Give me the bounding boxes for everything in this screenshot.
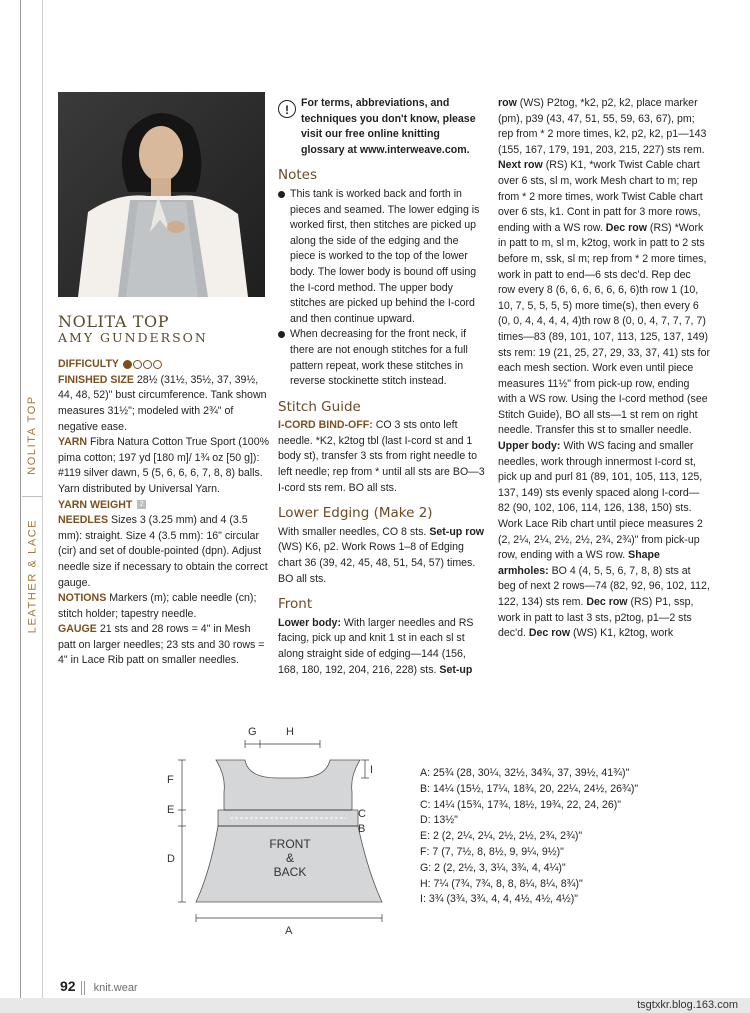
difficulty-label: DIFFICULTY bbox=[58, 358, 120, 371]
yarn-weight-label: YARN WEIGHT bbox=[58, 498, 133, 511]
stitch-guide-heading: Stitch Guide bbox=[278, 398, 361, 415]
difficulty-dot-icon bbox=[133, 360, 142, 369]
measurement-item: D: 13½" bbox=[420, 814, 458, 827]
piece-label: FRONT bbox=[269, 837, 311, 851]
instructions-column-1 bbox=[278, 96, 486, 678]
note-item bbox=[278, 187, 486, 327]
measurement-list bbox=[420, 766, 638, 908]
measurement-item: E: 2 (2, 2¼, 2¼, 2½, 2½, 2¾, 2¾)" bbox=[420, 830, 583, 843]
measurement-item: F: 7 (7, 7½, 8, 8½, 9, 9¼, 9½)" bbox=[420, 845, 564, 858]
dec-row-label: Dec row bbox=[605, 221, 647, 234]
watermark-bar bbox=[0, 998, 750, 1013]
page-footer bbox=[60, 978, 138, 995]
front-lower-body bbox=[278, 616, 486, 678]
sidebar-section-label: NOLITA TOP bbox=[26, 395, 39, 475]
difficulty-dot-icon bbox=[143, 360, 152, 369]
front-text: (RS) P1, ssp, work in patt to last 3 sts, p2tog, p1—2 sts dec'd. bbox=[498, 596, 694, 640]
lower-body-label: Lower body: bbox=[278, 616, 341, 629]
row-label: row bbox=[498, 97, 517, 109]
notions-text: Markers (m); cable needle (cn); stitch holder; tapestry needle. bbox=[58, 592, 257, 620]
sidebar-section-tab bbox=[22, 380, 42, 490]
icord-bindoff bbox=[278, 418, 486, 496]
difficulty-row bbox=[58, 357, 270, 373]
setup-label: Set-up bbox=[439, 663, 473, 676]
front-text: BO 4 (4, 5, 5, 6, 7, 8, 8) sts at beg of next 2 rows—74 (82, 92, 96, 102, 112, 122, 134) sts rem. bbox=[498, 564, 710, 608]
gauge-label: GAUGE bbox=[58, 623, 97, 636]
measurement-item: C: 14¼ (15¾, 17¾, 18½, 19¾, 22, 24, 26)" bbox=[420, 798, 622, 811]
icord-text: CO 3 sts onto left needle. *K2, k2tog tbl (last I-cord st and 1 body st), transfer 3 sts from right needle to left needle; rep from * until all sts are BO—3 I-cord sts rem. BO all sts. bbox=[278, 419, 485, 494]
lower-edging-text: With smaller needles, CO 8 sts. bbox=[278, 525, 430, 538]
notions bbox=[58, 591, 270, 622]
label-d: D bbox=[167, 853, 175, 865]
measurement-item: H: 7¼ (7¾, 7¾, 8, 8, 8¼, 8¼, 8¾)" bbox=[420, 877, 583, 890]
front-text: (WS) P2tog, *k2, p2, k2, place marker (pm), p39 (43, 47, 51, 55, 59, 63, 67), pm; rep from * 2 more times, k2, p2, k2, p1—143 (155, 167, 179, 191, 203, 215, 227) sts rem. bbox=[498, 97, 707, 156]
front-text: (WS) K1, k2tog, work bbox=[570, 627, 674, 640]
piece-label: & bbox=[285, 851, 295, 865]
note-item bbox=[278, 327, 486, 389]
difficulty-dot-icon bbox=[123, 360, 132, 369]
label-f: F bbox=[167, 774, 174, 786]
lower-edging-text: (WS) K6, p2. Work Rows 1–8 of Edging chart 36 (39, 42, 45, 48, 51, 54, 57) times. BO all sts. bbox=[278, 541, 476, 585]
page-edge bbox=[20, 0, 21, 1013]
label-e: E bbox=[167, 804, 175, 816]
measurement-item: I: 3¾ (3¾, 3¾, 4, 4, 4½, 4½, 4½)" bbox=[420, 893, 579, 906]
label-b: B bbox=[358, 823, 366, 835]
bullet-icon bbox=[278, 331, 285, 338]
yarn-weight-icon: 2 bbox=[137, 500, 146, 509]
instructions-column-2 bbox=[498, 96, 710, 642]
setup-row-label: Set-up row bbox=[429, 525, 485, 538]
sidebar-category-label: LEATHER & LACE bbox=[26, 518, 39, 634]
yarn-weight bbox=[58, 498, 270, 514]
front-continued bbox=[498, 96, 710, 642]
lower-edging bbox=[278, 525, 486, 587]
measurement-item: G: 2 (2, 2½, 3, 3¼, 3¾, 4, 4¼)" bbox=[420, 861, 566, 874]
front-text: (RS) K1, *work Twist Cable chart over 6 sts, sl m, work Mesh chart to m; rep from * 2 more times, work Twist Cable chart over 6 sts, k1. Cont in patt for 3 more rows, ending with a WS row. bbox=[498, 159, 703, 234]
lower-edging-heading: Lower Edging (Make 2) bbox=[278, 505, 433, 522]
difficulty-dot-icon bbox=[153, 360, 162, 369]
label-c: C bbox=[358, 808, 366, 820]
dec-row-label: Dec row bbox=[586, 596, 628, 608]
measurement-item: A: 25¾ (28, 30¼, 32½, 34¾, 37, 39½, 41¾)" bbox=[420, 767, 630, 779]
glossary-notice bbox=[278, 96, 486, 158]
gauge-text: 21 sts and 28 rows = 4" in Mesh patt on larger needles; 23 sts and 30 rows = 4" in Lace Rib patt on smaller needles. bbox=[58, 623, 265, 667]
model-photo bbox=[58, 92, 265, 297]
needles-label: NEEDLES bbox=[58, 514, 109, 527]
label-h: H bbox=[286, 726, 294, 738]
pattern-info-column bbox=[58, 310, 270, 669]
needles-text: Sizes 3 (3.25 mm) and 4 (3.5 mm): straight. Size 4 (3.5 mm): 16" circular (cir) and set of double-pointed (dpn). Adjust needle size if necessary to obtain the correct gauge. bbox=[58, 514, 268, 589]
designer-name: AMY GUNDERSON bbox=[58, 329, 208, 345]
exclamation-icon: ! bbox=[278, 100, 296, 118]
yarn bbox=[58, 435, 270, 497]
finished-size-label: FINISHED SIZE bbox=[58, 373, 134, 386]
gauge bbox=[58, 622, 270, 669]
front-heading: Front bbox=[278, 596, 313, 613]
upper-body-label: Upper body: bbox=[498, 440, 561, 453]
pattern-title: NOLITA TOP bbox=[58, 312, 170, 331]
finished-size-text: 28½ (31½, 35½, 37, 39½, 44, 48, 52)" bust circumference. Tank shown measures 31½"; modeled with 2¾" of negative ease. bbox=[58, 373, 267, 433]
label-a: A bbox=[285, 925, 293, 937]
label-i: I bbox=[370, 764, 374, 776]
bullet-icon bbox=[278, 191, 285, 198]
measurement-item: B: 14¼ (15½, 17¼, 18¾, 20, 22¼, 24½, 26¾)" bbox=[420, 782, 639, 795]
sidebar-category-tab bbox=[22, 506, 42, 646]
page-number: 92 bbox=[60, 978, 76, 994]
watermark-text: tsgtxkr.blog.163.com bbox=[637, 999, 738, 1011]
piece-label: BACK bbox=[273, 865, 307, 879]
finished-size bbox=[58, 373, 270, 435]
glossary-notice-text: For terms, abbreviations, and techniques you don't know, please visit our free online knitting glossary at www.interweave.com. bbox=[301, 97, 476, 156]
needles bbox=[58, 513, 270, 591]
yarn-label: YARN bbox=[58, 436, 88, 449]
lower-body-text: With larger needles and RS facing, pick up and knit 1 st in each sl st along straight side of edging—144 (156, 168, 180, 192, 204, 216, 228) sts. bbox=[278, 616, 474, 676]
icord-label: I-CORD BIND-OFF: bbox=[278, 419, 373, 432]
note-text: This tank is worked back and forth in pieces and seamed. The lower edging is worked first, then stitches are picked up along the side of the edging and the piece is worked to the top of the lower body. The lower body is bound off using the I-cord method. The upper body stitches are picked up behind the I-cord and then continue upward. bbox=[290, 187, 480, 325]
label-g: G bbox=[248, 726, 257, 738]
shape-armholes-label: Shape armholes: bbox=[498, 549, 660, 577]
magazine-brand: knit.wear bbox=[93, 982, 138, 994]
next-row-label: Next row bbox=[498, 159, 543, 172]
note-text: When decreasing for the front neck, if there are not enough stitches for a full pattern repeat, work these stitches in reverse stockinette stitch instead. bbox=[290, 328, 468, 388]
sidebar-divider bbox=[22, 496, 42, 497]
footer-divider bbox=[81, 981, 85, 995]
sidebar-rule bbox=[42, 0, 43, 1013]
front-text: (RS) *Work in patt to m, sl m, k2tog, work in patt to 2 sts before m, ssk, sl m; rep from * 2 more times, work in patt to end—6 sts dec'd. Rep dec row every 8 (6, 6, 6, 6, 6, 6, 6)th row 1 (10, 10, 7, 5, 5, 5, 5) more time(s), then every 6 (0, 0, 4, 4, 4, 4, 4)th row 8 (0, 0, 4, 7, 7, 7, 7) times—83 (89, 101, 107, 113, 125, 137, 149) sts rem: 19 (21, 25, 27, 29, 33, 37, 41) sts for each mesh section. Work even until piece measures 11½" from pick-up row, ending with a WS row. Using the I-cord method (see Stitch Guide), BO all sts—1 st rem on right needle. Transfer this st to smaller needle. bbox=[498, 221, 710, 437]
dec-row-label: Dec row bbox=[528, 627, 571, 640]
schematic-diagram bbox=[160, 722, 400, 937]
notes-heading: Notes bbox=[278, 167, 317, 184]
yarn-text: Fibra Natura Cotton True Sport (100% pima cotton; 197 yd [180 m]/ 1¾ oz [50 g]): #119 silver dawn, 5 (5, 6, 6, 6, 7, 8, 8) balls. Yarn distributed by Universal Yarn. bbox=[58, 436, 270, 495]
front-text: With WS facing and smaller needles, work through innermost I-cord st, pick up and purl 81 (89, 101, 105, 113, 125, 137, 149) sts evenly spaced along I-cord—82 (90, 102, 106, 114, 126, 138, 150) sts. Work Lace Rib chart until piece measures 2 (2, 2¼, 2¼, 2½, 2½, 2¾, 2¾)" from pick-up row, ending with a WS row. bbox=[498, 440, 703, 562]
notions-label: NOTIONS bbox=[58, 592, 107, 605]
